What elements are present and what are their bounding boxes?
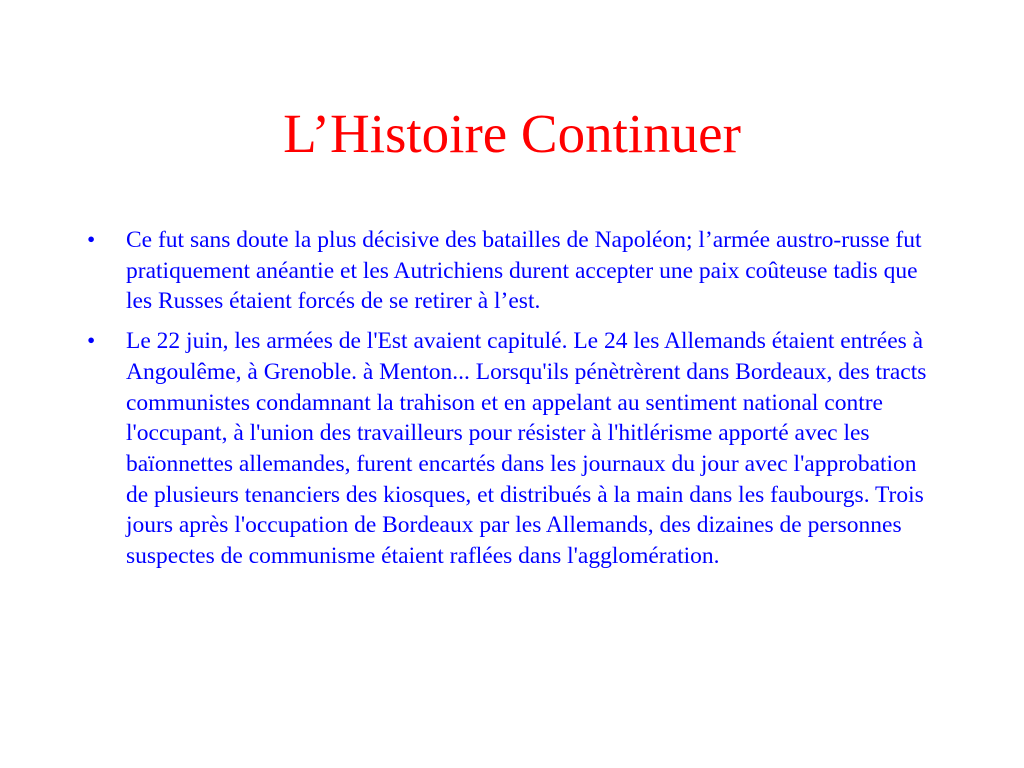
bullet-item-1: [84, 225, 944, 317]
slide-title: L’Histoire Continuer: [283, 103, 741, 164]
bullet-list: [84, 225, 944, 581]
bullet-icon: •: [87, 227, 96, 253]
bullet-text: Le 22 juin, les armées de l'Est avaient capitulé. Le 24 les Allemands étaient entrées à Angoulême, à Grenoble. à Menton... Lorsqu'ils pénètrèrent dans Bordeaux, des tracts communistes condamnant la trahison et en appelant au sentiment national contre l'occupant, à l'union des travailleurs pour résister à l'hitlérisme apporté avec les baïonnettes allemandes, furent encartés dans les journaux du jour avec l'approbation de plusieurs tenanciers des kiosques, et distribués à la main dans les faubourgs. Trois jours après l'occupation de Bordeaux par les Allemands, des dizaines de personnes suspectes de communisme étaient raflées dans l'agglomération.: [126, 328, 927, 570]
bullet-item-2: [84, 326, 944, 572]
bullet-text: Ce fut sans doute la plus décisive des batailles de Napoléon; l’armée austro-russe fut pratiquement anéantie et les Autrichiens durent accepter une paix coûteuse tadis que les Russes étaient forcés de se retirer à l’est.: [126, 227, 922, 315]
bullet-icon: •: [87, 328, 96, 355]
